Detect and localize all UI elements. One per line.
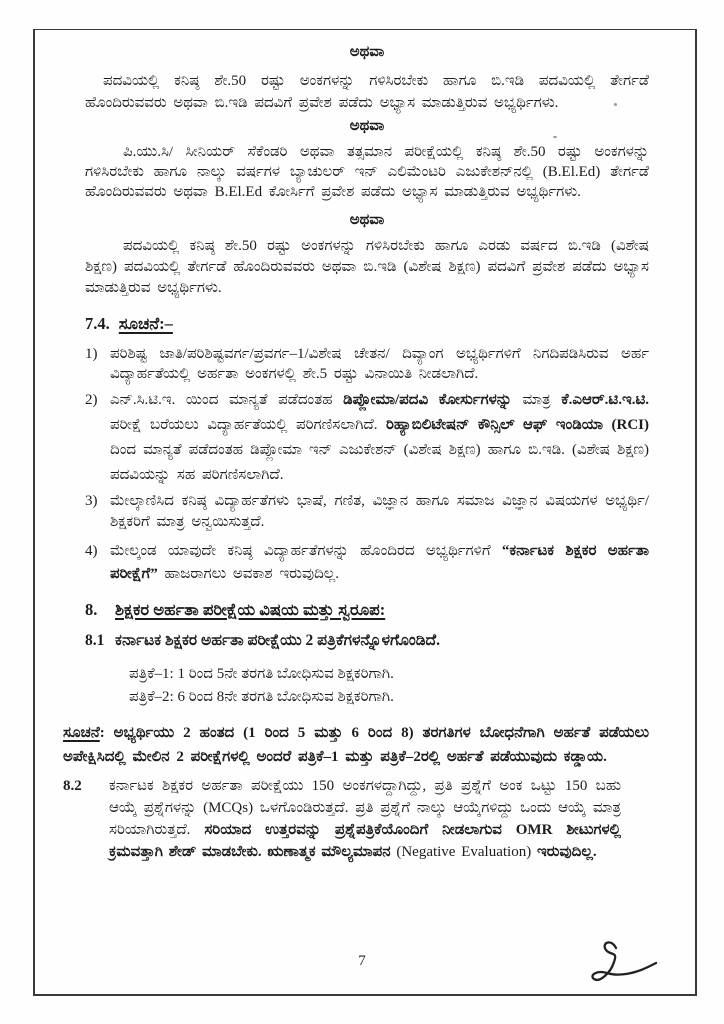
text-run: ಹಾಜರಾಗಲು ಅವಕಾಶ ಇರುವುದಿಲ್ಲ. xyxy=(157,566,340,582)
section-8-1-number: 8.1 xyxy=(85,632,105,649)
note-item-3-text xyxy=(110,491,649,533)
page-border-frame xyxy=(33,29,697,996)
text-run: ಮೇಲ್ಕಂಡ ಯಾವುದೇ ಕನಿಷ್ಠ ವಿದ್ಯಾರ್ಹತೆಗಳನ್ನು ಹೊಂದಿರದ ಅಭ್ಯರ್ಥಿಗಳಿಗೆ xyxy=(110,543,502,559)
section-8-number: 8. xyxy=(85,600,98,619)
text-run: ಮೇಲ್ಕಾಣಿಸಿದ ಕನಿಷ್ಠ ವಿದ್ಯಾರ್ಹತೆಗಳು ಭಾಷೆ, ಗಣಿತ, ವಿಜ್ಞಾನ ಹಾಗೂ ಸಮಾಜ ವಿಜ್ಞಾನ ವಿಷಯಗಳ ಅಭ್ಯರ್ಥಿ/ಶಿಕ್ಷಕರಿಗೆ ಮಾತ್ರ ಅನ್ವಯಿಸುತ್ತದೆ. xyxy=(110,493,649,530)
papers-list xyxy=(129,663,649,709)
note-item-2-text xyxy=(110,388,649,488)
note-item-2 xyxy=(85,388,649,488)
section-8-2-text xyxy=(109,775,649,863)
text-run: ಮಾತ್ರ xyxy=(511,392,562,408)
signature-scribble-icon xyxy=(578,936,670,998)
section-8-2-number: 8.2 xyxy=(63,778,82,794)
text-run: : ಅಭ್ಯರ್ಥಿಯು 2 ಹಂತದ (1 ರಿಂದ 5 ಮತ್ತು 6 ರಿಂದ 8) ತರಗತಿಗಳ ಬೋಧನೆಗಾಗಿ ಅರ್ಹತೆ ಪಡೆಯಲು ಅಪೇಕ್ಷಿಸಿದಲ್ಲಿ ಮೇಲಿನ 2 ಪರೀಕ್ಷೆಗಳಲ್ಲಿ ಅಂದರೆ ಪತ್ರಿಕೆ–1 ಮತ್ತು ಪತ್ರಿಕೆ–2ರಲ್ಲಿ ಅರ್ಹತೆ ಪಡೆಯುವುದು ಕಡ್ಡಾಯ. xyxy=(63,725,649,765)
note-item-3-number: 3) xyxy=(85,493,98,509)
scan-speck xyxy=(614,103,617,106)
text-run: ಸರಿಯಾದ ಉತ್ತರವನ್ನು ಪ್ರಶ್ನೆಪತ್ರಿಕೆಯೊಂದಿಗೆ ನೀಡಲಾಗುವ OMR ಶೀಟುಗಳಲ್ಲಿ ಕ್ರಮವತ್ತಾಗಿ ಶೇಡ್ ಮಾಡಬೇಕು. ಋಣಾತ್ಮಕ ಮೌಲ್ಯಮಾಪನ xyxy=(109,822,621,860)
page-number: 7 xyxy=(358,953,366,969)
section-8-2 xyxy=(63,775,649,863)
text-run: ಪದವಿಯಲ್ಲಿ ಕನಿಷ್ಠ ಶೇ.50 ರಷ್ಟು ಅಂಕಗಳನ್ನು ಗಳಿಸಿರಬೇಕು ಹಾಗೂ ಬಿ.ಇಡಿ ಪದವಿಯಲ್ಲಿ ತೇರ್ಗಡೆ ಹೊಂದಿರುವವರು ಅಥವಾ ಬಿ.ಇಡಿ ಪದವಿಗೆ ಪ್ರವೇಶ ಪಡೆದು ಅಭ್ಯಾಸ ಮಾಡುತ್ತಿರುವ ಅಭ್ಯರ್ಥಿಗಳು. xyxy=(85,73,649,111)
paper-2-line: ಪತ್ರಿಕೆ–2: 6 ರಿಂದ 8ನೇ ತರಗತಿ ಬೋಧಿಸುವ ಶಿಕ್ಷಕರಿಗಾಗಿ. xyxy=(129,689,394,705)
scan-speck xyxy=(553,136,557,138)
text-run: (Negative Evaluation) xyxy=(396,844,537,860)
text-run: “ಕರ್ನಾಟಕ ಶಿಕ್ಷಕರ ಅರ್ಹತಾ ಪರೀಕ್ಷೆಗೆ” xyxy=(110,543,649,582)
paragraph-puc-beled xyxy=(85,142,649,202)
text-run: ಪದವಿಯಲ್ಲಿ ಕನಿಷ್ಠ ಶೇ.50 ರಷ್ಟು ಅಂಕಗಳನ್ನು ಗಳಿಸಿರಬೇಕು ಹಾಗೂ ಎರಡು ವರ್ಷದ ಬಿ.ಇಡಿ (ವಿಶೇಷ ಶಿಕ್ಷಣ) ಪದವಿಯಲ್ಲಿ ತೇರ್ಗಡೆ ಹೊಂದಿರುವವರು ಅಥವಾ ಬಿ.ಇಡಿ (ವಿಶೇಷ ಶಿಕ್ಷಣ) ಪದವಿಗೆ ಪ್ರವೇಶ ಪಡೆದು ಅಭ್ಯಾಸ ಮಾಡುತ್ತಿರುವ ಅಭ್ಯರ್ಥಿಗಳು. xyxy=(85,238,649,296)
note-two-papers xyxy=(63,721,649,769)
note-item-4 xyxy=(85,540,649,586)
text-run: ರಿಹ್ಯಾಬಿಲಿಟೇಷನ್ ಕೌನ್ಸಿಲ್ ಆಫ್ ಇಂಡಿಯಾ (RCI) xyxy=(385,417,649,433)
text-run: ಪರೀಕ್ಷೆ ಬರೆಯಲು ವಿದ್ಯಾರ್ಹತೆಯಲ್ಲಿ ಪರಿಗಣಿಸಲಾಗಿದೆ. xyxy=(110,417,386,433)
note-item-1-number: 1) xyxy=(85,346,98,362)
text-run: ಇರುವುದಿಲ್ಲ. xyxy=(536,844,597,860)
text-run: ಸೂಚನೆ xyxy=(63,725,100,741)
note-item-3 xyxy=(85,491,649,533)
section-8-1-heading xyxy=(85,630,649,652)
text-run: ಪಿ.ಯು.ಸಿ/ ಸೀನಿಯರ್ ಸೆಕೆಂಡರಿ ಅಥವಾ ತತ್ಸಮಾನ ಪರೀಕ್ಷೆಯಲ್ಲಿ ಕನಿಷ್ಠ ಶೇ.50 ರಷ್ಟು ಅಂಕಗಳನ್ನು ಗಳಿಸಿರಬೇಕು ಹಾಗೂ ನಾಲ್ಕು ವರ್ಷಗಳ ಬ್ಯಾಚುಲರ್ ಇನ್ ಎಲಿಮೆಂಟರಿ ಎಜುಕೇಶನ್‌ನಲ್ಲಿ (B.El.Ed) ತೇರ್ಗಡೆ ಹೊಂದಿರುವವರು ಅಥವಾ B.El.Ed ಕೋರ್ಸಿಗೆ ಪ್ರವೇಶ ಪಡೆದು ಅಭ್ಯಾಸ ಮಾಡುತ್ತಿರುವ ಅಭ್ಯರ್ಥಿಗಳು. xyxy=(85,144,649,200)
note-item-2-number: 2) xyxy=(85,392,98,408)
section-8-1-text: ಕರ್ನಾಟಕ ಶಿಕ್ಷಕರ ಅರ್ಹತಾ ಪರೀಕ್ಷೆಯು 2 ಪತ್ರಿಕೆಗಳನ್ನೊಳಗೊಂಡಿದೆ. xyxy=(115,632,441,649)
section-7-4-number: 7.4. xyxy=(85,314,110,333)
or-separator-2: ಅಥವಾ xyxy=(349,118,385,134)
note-item-1 xyxy=(85,344,649,384)
text-run: ಡಿಪ್ಲೋಮಾ/ಪದವಿ ಕೋರ್ಸುಗಳನ್ನು xyxy=(343,392,512,408)
text-run: ಕೆ.ಎಆರ್.ಟಿ.ಇ.ಟಿ. xyxy=(561,392,649,408)
section-8-title: ಶಿಕ್ಷಕರ ಅರ್ಹತಾ ಪರೀಕ್ಷೆಯ ವಿಷಯ ಮತ್ತು ಸ್ವರೂಪ: xyxy=(115,600,386,619)
text-run: ದಿಂದ ಮಾನ್ಯತೆ ಪಡೆದಂತಹ ಡಿಪ್ಲೋಮಾ ಇನ್ ಎಜುಕೇಶನ್ (ವಿಶೇಷ ಶಿಕ್ಷಣ) ಹಾಗೂ ಬಿ.ಇಡಿ. (ವಿಶೇಷ ಶಿಕ್ಷಣ) ಪದವಿಯನ್ನು ಸಹ ಪರಿಗಣಿಸಲಾಗಿದೆ. xyxy=(110,442,649,483)
note-item-1-text xyxy=(110,344,649,384)
paragraph-degree-bed-special xyxy=(85,236,649,299)
section-8-heading xyxy=(85,599,649,621)
section-7-4-title: ಸೂಚನೆ:– xyxy=(118,314,173,333)
notes-list xyxy=(85,344,649,586)
text-run: ಪರಿಶಿಷ್ಟ ಜಾತಿ/ಪರಿಶಿಷ್ಟವರ್ಗ/ಪ್ರವರ್ಗ–1/ವಿಶೇಷ ಚೇತನ/ ದಿವ್ಯಾಂಗ ಅಭ್ಯರ್ಥಿಗಳಿಗೆ ನಿಗದಿಪಡಿಸಿರುವ ಅರ್ಹ ವಿದ್ಯಾರ್ಹತೆಯಲ್ಲಿ ಅರ್ಹತಾ ಅಂಕಗಳಲ್ಲಿ ಶೇ.5 ರಷ್ಟು ವಿನಾಯಿತಿ ನೀಡಲಾಗಿದೆ. xyxy=(110,346,649,382)
paragraph-degree-bed xyxy=(85,70,649,114)
paper-1-line: ಪತ್ರಿಕೆ–1: 1 ರಿಂದ 5ನೇ ತರಗತಿ ಬೋಧಿಸುವ ಶಿಕ್ಷಕರಿಗಾಗಿ. xyxy=(129,666,394,682)
note-item-4-text xyxy=(110,540,649,586)
or-separator-3: ಅಥವಾ xyxy=(349,212,385,228)
note-item-4-number: 4) xyxy=(85,543,98,559)
text-run: ಎನ್.ಸಿ.ಟಿ.ಇ. ಯಿಂದ ಮಾನ್ಯತೆ ಪಡೆದಂತಹ xyxy=(110,392,344,408)
or-separator-1: ಅಥವಾ xyxy=(349,44,385,60)
text-run: ಕರ್ನಾಟಕ ಶಿಕ್ಷಕರ ಅರ್ಹತಾ ಪರೀಕ್ಷೆಯು 150 ಅಂಕಗಳದ್ದಾಗಿದ್ದು, ಪ್ರತಿ ಪ್ರಶ್ನೆಗೆ ಅಂಕ ಒಟ್ಟು 150 ಬಹು ಆಯ್ಕೆ ಪ್ರಶ್ನೆಗಳನ್ನು (MCQs) ಒಳಗೊಂಡಿರುತ್ತದೆ. ಪ್ರತಿ ಪ್ರಶ್ನೆಗೆ ನಾಲ್ಕು ಆಯ್ಕೆಗಳಿದ್ದು ಒಂದು ಆಯ್ಕೆ ಮಾತ್ರ ಸರಿಯಾಗಿರುತ್ತದೆ. xyxy=(109,778,621,838)
section-7-4-heading xyxy=(85,313,649,335)
